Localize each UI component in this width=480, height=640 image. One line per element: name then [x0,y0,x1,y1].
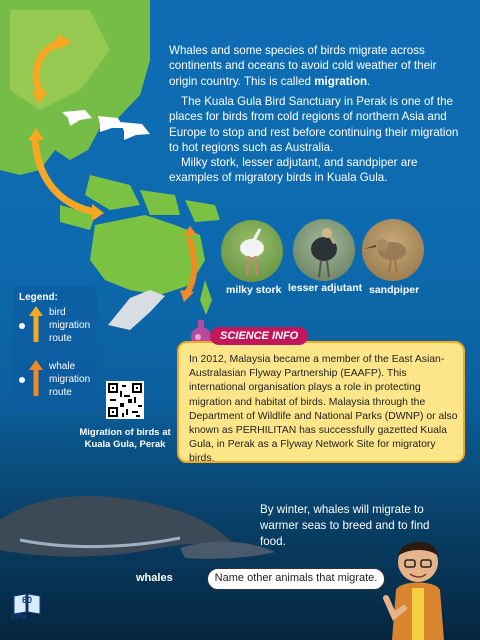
island [185,200,220,222]
island [85,175,140,210]
legend-bird-route-label: bird migration route [49,307,91,344]
teacher-character [378,520,458,640]
bird-route-arrowhead [92,204,104,221]
science-info-box [177,341,465,463]
whale-route-legend-arrow-icon [28,360,44,400]
legend-whale-route [19,360,97,404]
publisher-mark: KPM [11,614,27,621]
bullet-icon [19,377,25,383]
milky-stork-label: milky stork [226,284,282,296]
speech-bubble: Name other animals that migrate. [207,568,385,590]
legend-bird-route [19,306,97,350]
whales-label: whales [136,572,173,584]
intro-paragraph-1 [169,43,467,89]
winter-text: By winter, whales will migrate to warmer seas to breed and to find food. [260,503,430,548]
breaching-whale [108,290,165,330]
legend-title: Legend: [19,292,58,303]
legend-whale-route-label: whale migration route [49,361,91,398]
legend [13,286,97,410]
lesser-adjutant-photo [293,219,355,281]
keyword-migration: migration [314,74,368,88]
bird-route-legend-arrow-icon [28,306,44,346]
qr-caption: Migration of birds at Kuala Gula, Perak [79,427,171,450]
milky-stork-photo [221,220,283,282]
sandpiper-photo [362,219,424,281]
new-zealand [200,280,212,315]
page-number: 60 [22,595,33,605]
whale-route-arrowhead [180,290,194,302]
science-info-tag: SCIENCE INFO [210,327,308,345]
intro-paragraph-3: Milky stork, lesser adjutant, and sandpiper are examples of migratory birds in Kuala Gula. [169,156,418,185]
island [140,190,180,215]
intro-text-end: . [367,74,371,88]
lesser-adjutant-label: lesser adjutant [288,282,363,294]
bullet-icon [19,323,25,329]
qr-code[interactable] [106,381,144,419]
sandpiper-label: sandpiper [369,284,420,296]
intro-paragraph-2: The Kuala Gula Bird Sanctuary in Perak is one of the places for birds from cold regions of northern Asia and Europe to stop and rest before continuing their migration to hot regions such as Australia. [169,95,459,154]
qr-code-icon [106,381,144,419]
australia-landmass [90,215,205,295]
intro-text: Whales and some species of birds migrate across continents and oceans to avoid cold weather of their origin country. This is called [169,44,437,88]
science-info-text: In 2012, Malaysia became a member of the East Asian-Australasian Flyway Partnership (EAAFP). This international organisation plays a role in protecting migration and habitat of birds. Malaysia through the Department of Wildlife and National Parks (DWNP) or also known as PERHILITAN has successfully gazetted Kuala Gula, in Perak as a Flyway Network Site for migratory birds. [189,354,458,465]
